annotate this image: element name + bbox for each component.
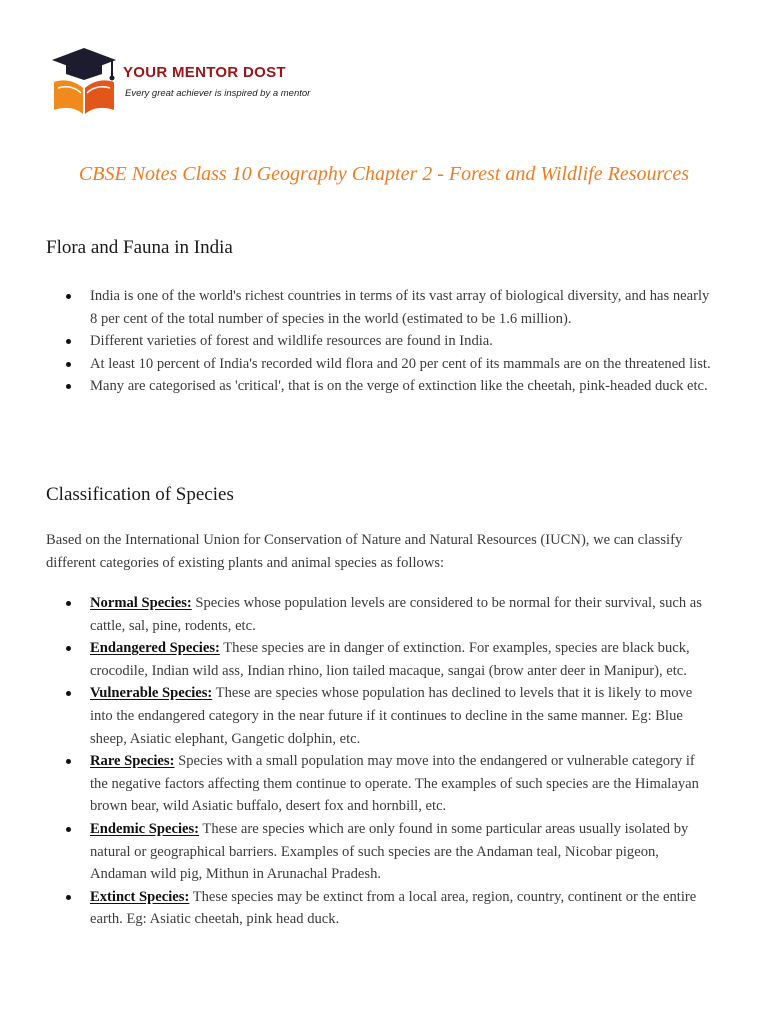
species-item-rare [46, 750, 716, 818]
section-heading-classification: Classification of Species [46, 484, 234, 505]
species-description: Species whose population levels are considered to be normal for their survival, such as cattle, sal, pine, rodents, etc. [90, 595, 702, 634]
species-description: These species may be extinct from a local area, region, country, continent or the entire earth. Eg: Asiatic cheetah, pink head duck. [90, 888, 697, 928]
flora-fauna-list [46, 285, 716, 398]
brand-tagline: Every great achiever is inspired by a mentor [125, 88, 311, 99]
species-list [46, 592, 716, 931]
list-item: Many are categorised as 'critical', that is on the verge of extinction like the cheetah, pink-headed duck etc. [46, 375, 716, 398]
species-term: Endemic Species: [90, 820, 200, 837]
species-item-endangered [46, 637, 716, 682]
species-description: These species are in danger of extinction. For examples, species are black buck, crocodile, Indian wild ass, Indian rhino, lion tailed macaque, sangai (brow anter deer in Manipur), etc. [90, 640, 690, 679]
brand-name: YOUR MENTOR DOST [123, 64, 286, 81]
section-heading-flora-fauna: Flora and Fauna in India [46, 237, 233, 258]
graduation-cap-book-icon [48, 44, 120, 116]
classification-intro: Based on the International Union for Conservation of Nature and Natural Resources (IUCN), we can classify different categories of existing plants and animal species as follows: [46, 532, 683, 571]
species-term: Vulnerable Species: [90, 685, 213, 702]
species-description: These are species whose population has declined to levels that it is likely to move into the endangered category in the near future if it continues to decline in the same manner. Eg: Blue sheep, Asiatic elephant, Gangetic dolphin, etc. [90, 685, 693, 747]
list-item: At least 10 percent of India's recorded wild flora and 20 per cent of its mammals are on the threatened list. [46, 353, 716, 376]
species-description: These are species which are only found in some particular areas usually isolated by natural or geographical barriers. Examples of such species are the Andaman teal, Nicobar pigeon, Andaman wild pig, Mithun in Arunachal Pradesh. [90, 820, 689, 883]
brand-logo [48, 44, 318, 116]
species-item-normal [46, 592, 716, 637]
species-term: Extinct Species: [90, 888, 190, 905]
species-term: Endangered Species: [90, 640, 220, 657]
list-item: Different varieties of forest and wildlife resources are found in India. [46, 330, 716, 353]
species-item-extinct [46, 886, 716, 931]
species-item-vulnerable [46, 682, 716, 750]
species-description: Species with a small population may move into the endangered or vulnerable category if the negative factors affecting them continue to operate. The examples of such species are the Himalayan brown bear, wild Asiatic buffalo, desert fox and hornbill, etc. [90, 753, 699, 815]
document-title: CBSE Notes Class 10 Geography Chapter 2 - Forest and Wildlife Resources [78, 163, 690, 185]
species-term: Normal Species: [90, 595, 192, 611]
species-item-endemic [46, 818, 716, 886]
list-item: India is one of the world's richest countries in terms of its vast array of biological diversity, and has nearly 8 per cent of the total number of species in the world (estimated to be 1.6 million). [46, 285, 716, 330]
species-term: Rare Species: [90, 753, 175, 770]
